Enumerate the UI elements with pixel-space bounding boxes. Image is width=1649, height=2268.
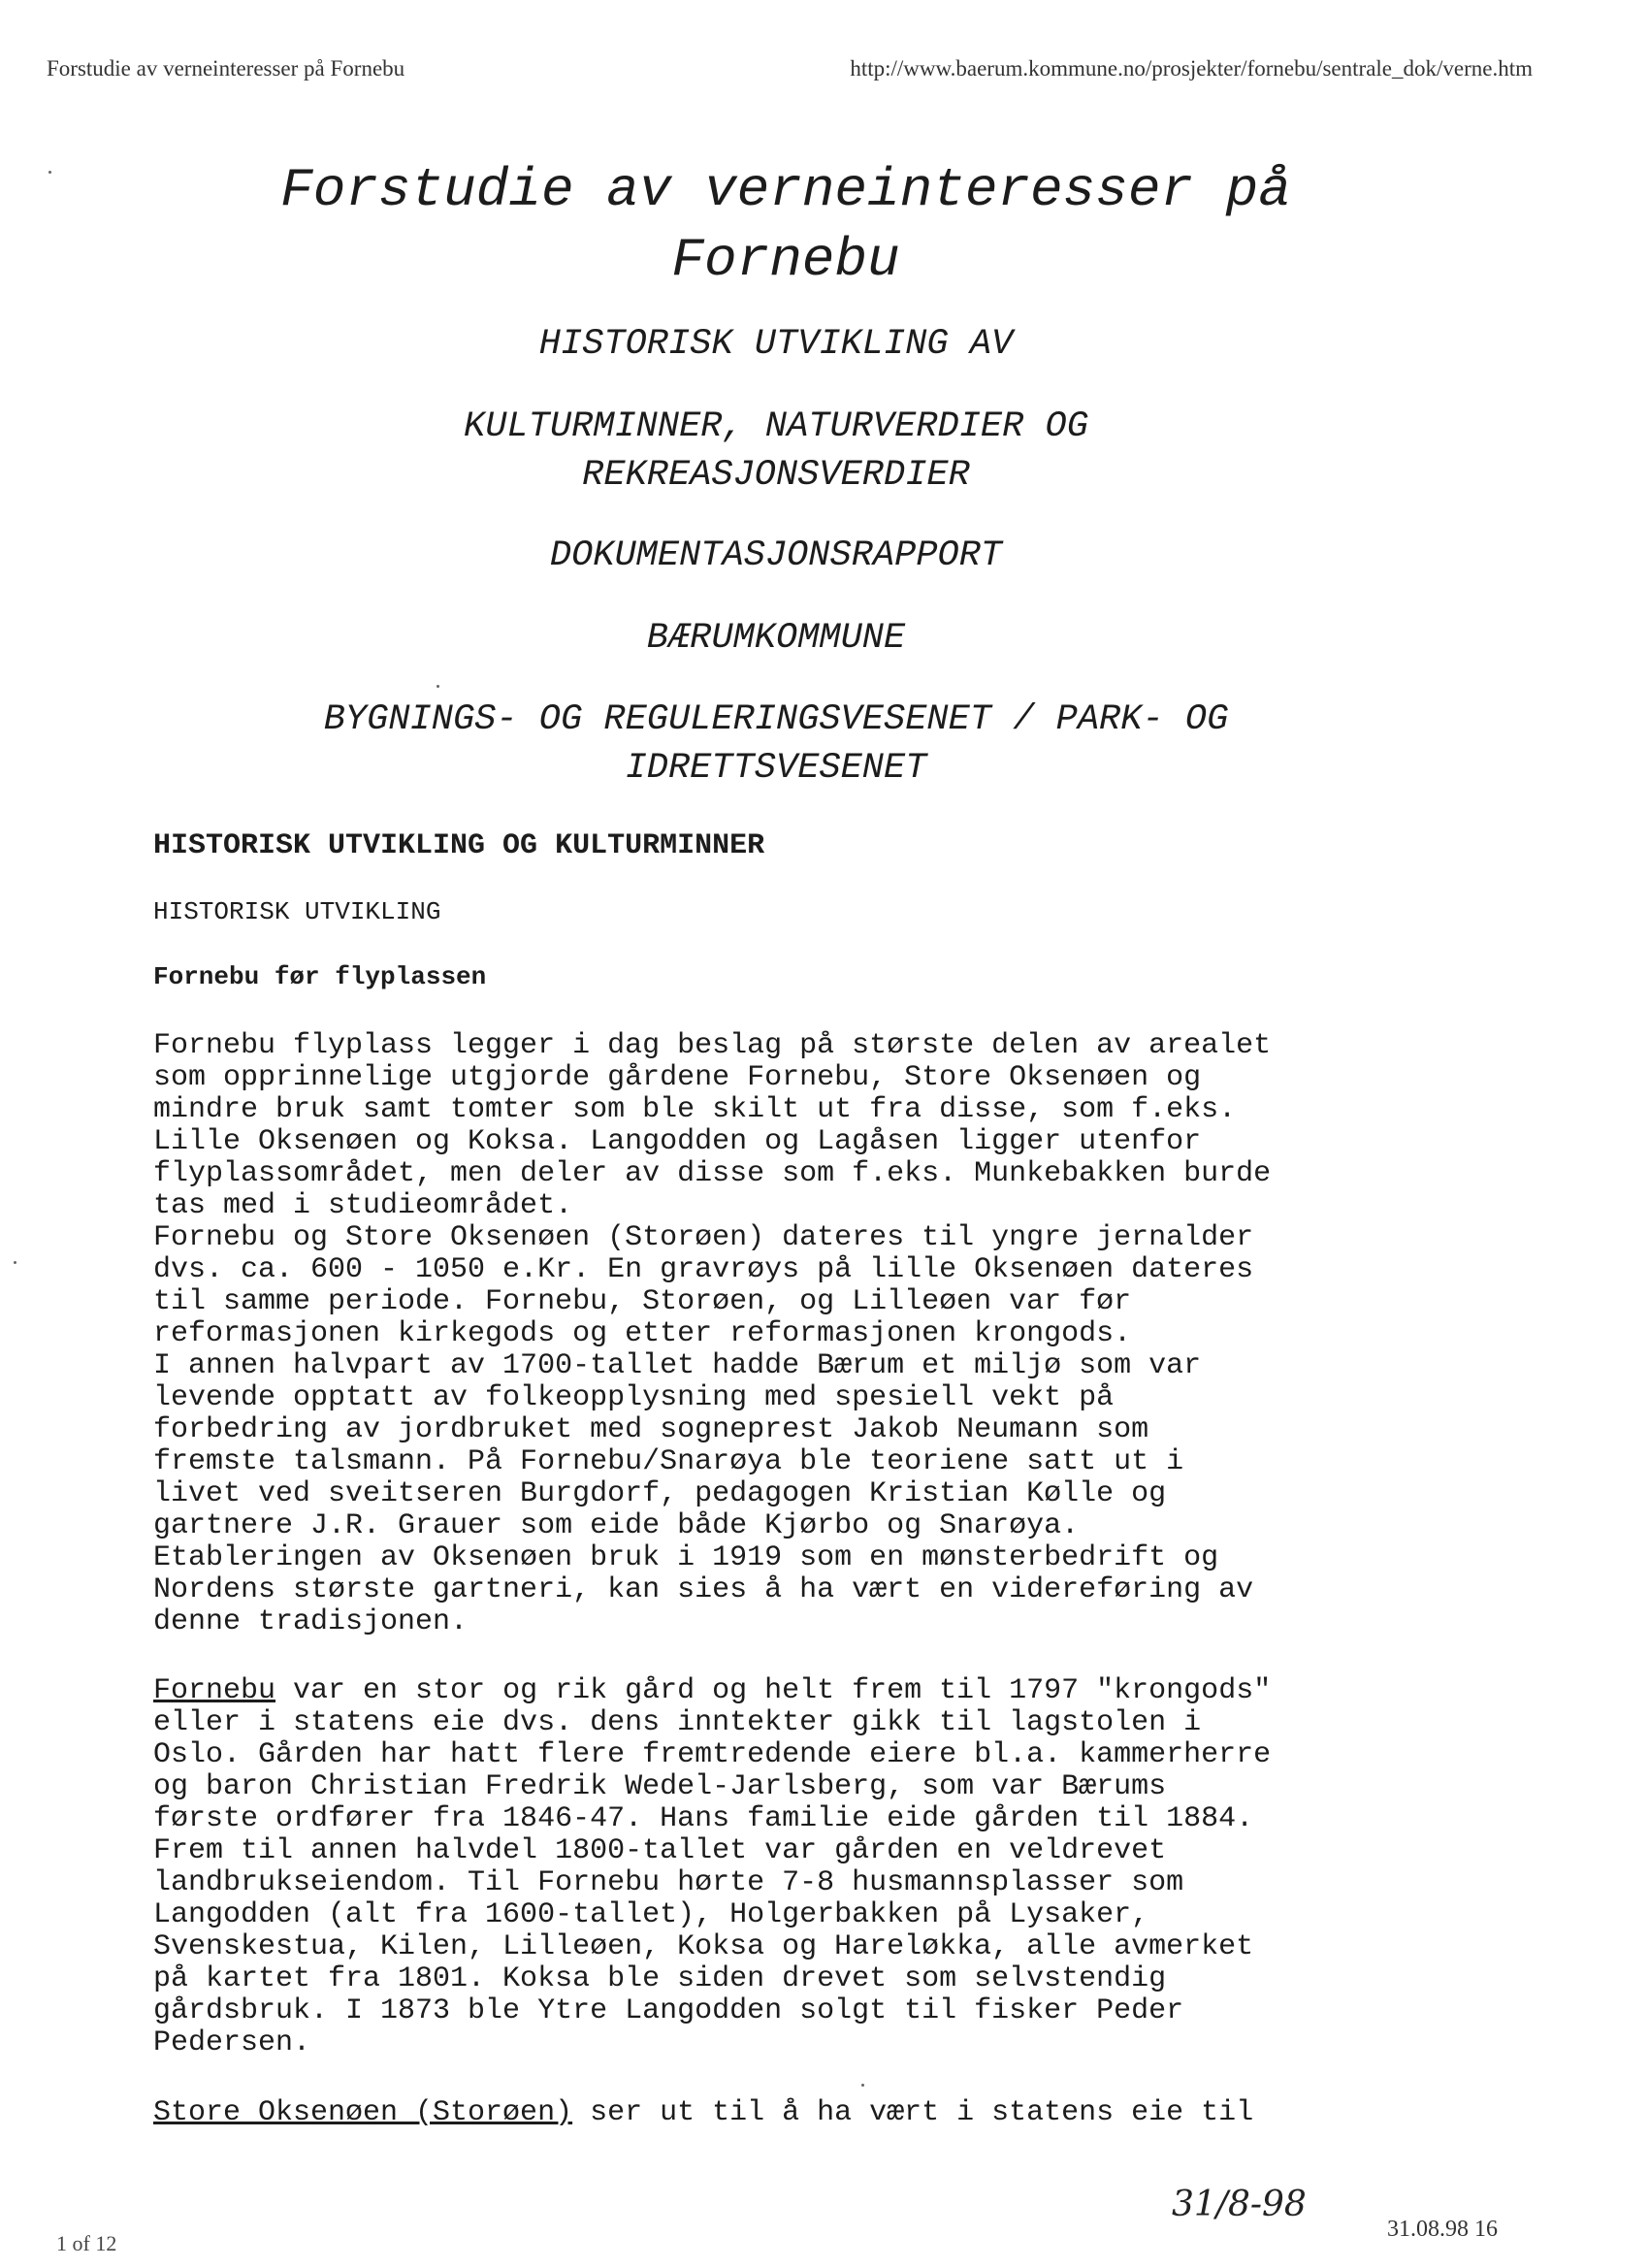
subtitle-kulturminner-line-1: KULTURMINNER, NATURVERDIER OG bbox=[464, 406, 1088, 447]
subtitle-kulturminner-line-2: REKREASJONSVERDIER bbox=[582, 455, 970, 496]
subtitle-kulturminner bbox=[116, 403, 1436, 500]
handwritten-date: 31/8-98 bbox=[1172, 2185, 1307, 2224]
paragraph-fornebu-lead: Fornebu bbox=[153, 1674, 276, 1707]
paragraph-store-oksenoen-text: ser ut til å ha vært i statens eie til bbox=[572, 2096, 1254, 2129]
scan-speck bbox=[861, 2084, 864, 2087]
scan-speck bbox=[14, 1261, 16, 1264]
subtitle-vesenet bbox=[116, 696, 1436, 793]
scan-speck bbox=[436, 685, 439, 688]
paragraph-store-oksenoen bbox=[153, 2097, 1405, 2129]
page-header-url: http://www.baerum.kommune.no/prosjekter/fornebu/sentrale_dok/verne.htm bbox=[850, 56, 1533, 81]
footer-timestamp: 31.08.98 16 bbox=[1387, 2217, 1498, 2242]
paragraph-fornebu-text: var en stor og rik gård og helt frem til 1797 "krongods" eller i statens eie dvs. dens inntekter gikk til lagstolen i Oslo. Gården har hatt flere fremtredende eiere bl.a. kammerherre og baron Christian Fredrik Wedel-Jarlsberg, som var Bærums første ordfører fra 1846-47. Hans familie eide gården til 1884. Frem til annen halvdel 1800-tallet var gården en veldrevet landbrukseiendom. Til Fornebu hørte 7-8 husmannsplasser som Langodden (alt fra 1600-tallet), Holgerbakken på Lysaker, Svenskestua, Kilen, Lilleøen, Koksa og Hareløkka, alle avmerket på kartet fra 1801. Koksa ble siden drevet som selvstendig gårdsbruk. I 1873 ble Ytre Langodden solgt til fisker Peder Pedersen. bbox=[153, 1674, 1272, 2059]
subtitle-kommune: BÆRUMKOMMUNE bbox=[646, 618, 906, 659]
footer-page-number: 1 of 12 bbox=[56, 2231, 117, 2255]
subtitle-dokumentasjonsrapport: DOKUMENTASJONSRAPPORT bbox=[549, 535, 1003, 576]
scan-speck bbox=[48, 171, 51, 174]
subtitle-vesenet-line-1: BYGNINGS- OG REGULERINGSVESENET / PARK- OG bbox=[323, 699, 1229, 740]
title-line-2: Fornebu bbox=[671, 229, 900, 291]
page-header-title: Forstudie av verneinteresser på Fornebu bbox=[47, 56, 405, 81]
title-line-1: Forstudie av verneinteresser på bbox=[280, 159, 1291, 221]
paragraph-intro: Fornebu flyplass legger i dag beslag på største delen av arealet som opprinnelige utgjorde gårdene Fornebu, Store Oksenøen og mindre bruk samt tomter som ble skilt ut fra disse, som f.eks. Lille Oksenøen og Koksa. Langodden og Lagåsen ligger utenfor flyplassområdet, men deler av disse som f.eks. Munkebakken burde tas med i studieområdet. Fornebu og Store Oksenøen (Storøen) dateres til yngre jernalder dvs. ca. 600 - 1050 e.Kr. En gravrøys på lille Oksenøen dateres til samme periode. Fornebu, Storøen, og Lilleøen var før reformasjonen kirkegods og etter reformasjonen krongods. I annen halvpart av 1700-tallet hadde Bærum et miljø som var levende opptatt av folkeopplysning med spesiell vekt på forbedring av jordbruket med sogneprest Jakob Neumann som fremste talsmann. På Fornebu/Snarøya ble teoriene satt ut i livet ved sveitseren Burgdorf, pedagogen Kristian Kølle og gartnere J.R. Grauer som eide både Kjørbo og Snarøya. Etableringen av Oksenøen bruk i 1919 som en mønsterbedrift og Nordens største gartneri, kan sies å ha vært en videreføring av denne tradisjonen. bbox=[153, 1029, 1272, 1638]
subtitle-historisk: HISTORISK UTVIKLING AV bbox=[538, 324, 1014, 365]
paragraph-store-oksenoen-lead: Store Oksenøen (Storøen) bbox=[153, 2096, 573, 2129]
paragraph-fornebu bbox=[153, 1675, 1405, 2059]
subtitle-vesenet-line-2: IDRETTSVESENET bbox=[625, 748, 927, 789]
section-heading-fornebu: Fornebu før flyplassen bbox=[153, 962, 487, 991]
section-heading-sub: HISTORISK UTVIKLING bbox=[153, 897, 441, 926]
document-title bbox=[126, 155, 1445, 295]
section-heading-main: HISTORISK UTVIKLING OG KULTURMINNER bbox=[153, 829, 765, 862]
